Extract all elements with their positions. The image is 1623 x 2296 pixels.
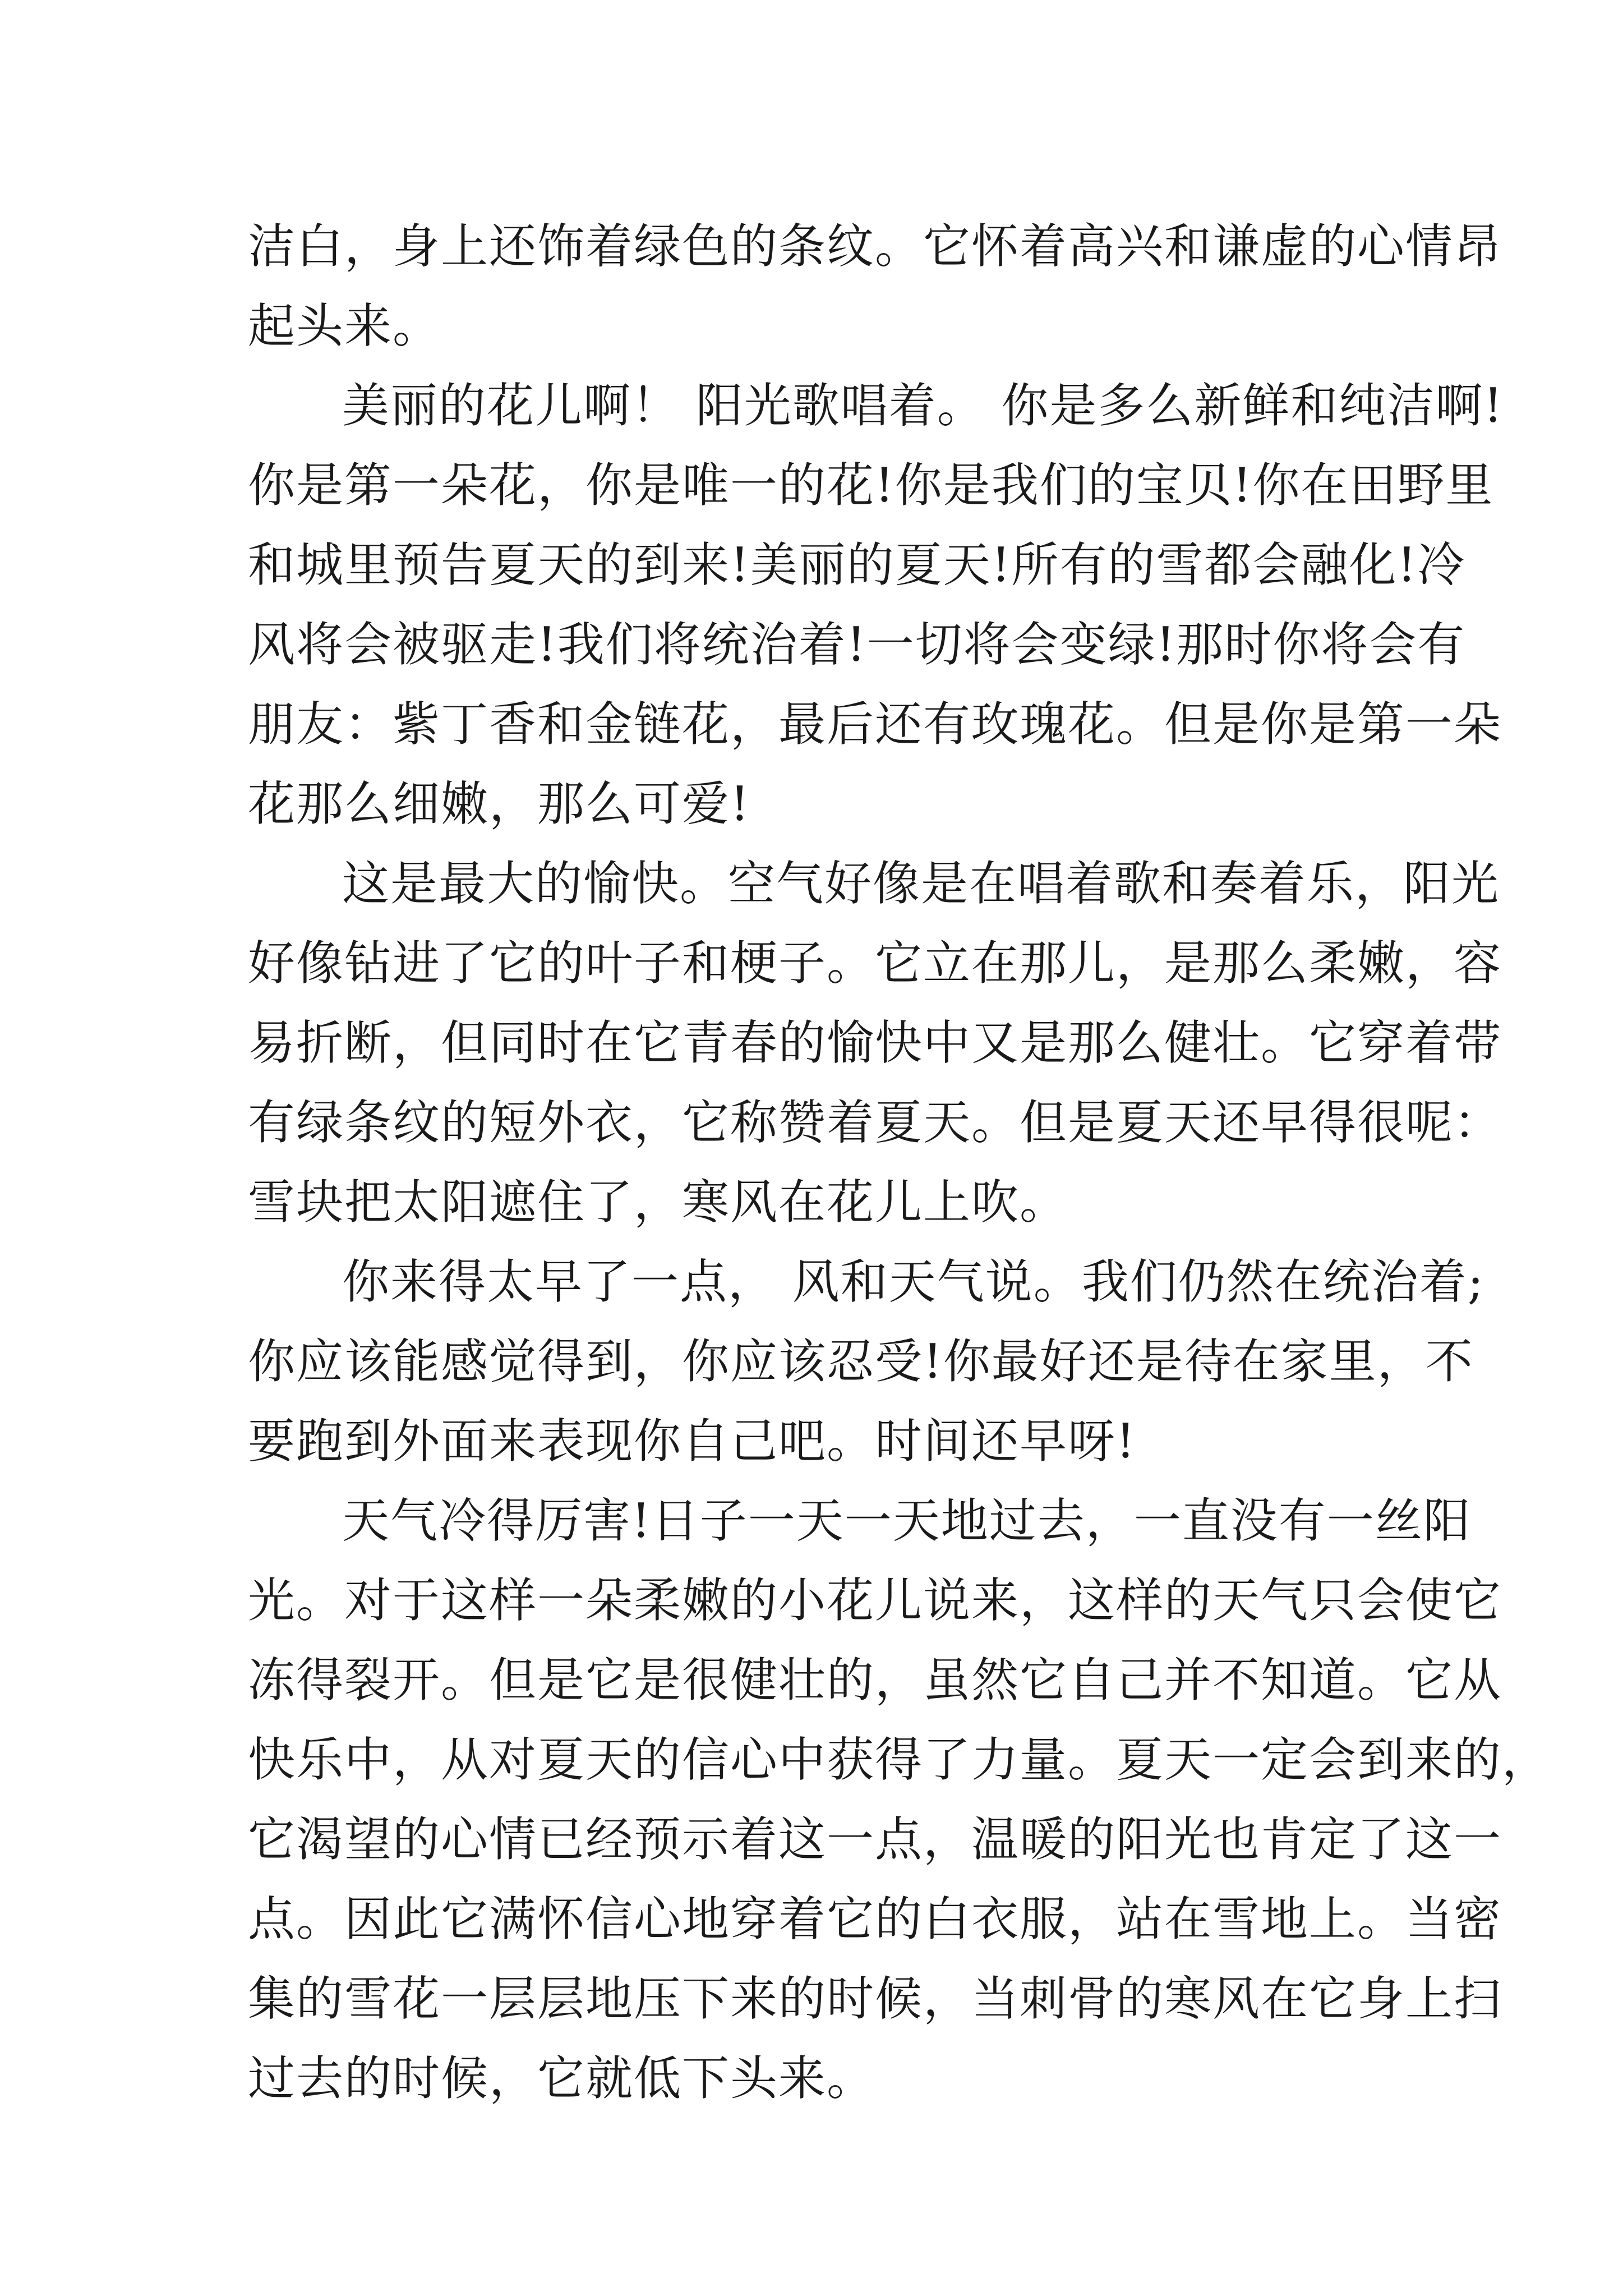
text-line: 有绿条纹的短外衣，它称赞着夏天。但是夏天还早得很呢：	[248, 1095, 1502, 1150]
text-line: 风将会被驱走!我们将统治着!一切将会变绿!那时你将会有	[248, 617, 1466, 672]
text-line: 天气冷得厉害!日子一天一天地过去，一直没有一丝阳	[342, 1493, 1472, 1548]
text-line: 光。对于这样一朵柔嫩的小花儿说来，这样的天气只会使它	[248, 1573, 1502, 1628]
text-line: 美丽的花儿啊！ 阳光歌唱着。 你是多么新鲜和纯洁啊!	[342, 378, 1504, 433]
text-line: 冻得裂开。但是它是很健壮的，虽然它自己并不知道。它从	[248, 1653, 1502, 1708]
text-line: 要跑到外面来表现你自己吧。时间还早呀!	[248, 1414, 1136, 1469]
text-line: 点。因此它满怀信心地穿着它的白衣服，站在雪地上。当密	[248, 1892, 1502, 1947]
text-line: 洁白，身上还饰着绿色的条纹。它怀着高兴和谦虚的心情昂	[248, 219, 1502, 274]
text-line: 雪块把太阳遮住了，寒风在花儿上吹。	[248, 1175, 1068, 1230]
text-line: 和城里预告夏天的到来!美丽的夏天!所有的雪都会融化!冷	[248, 537, 1466, 592]
text-line: 集的雪花一层层地压下来的时候，当刺骨的寒风在它身上扫	[248, 1971, 1502, 2026]
body-text	[248, 206, 1551, 2118]
text-line: 起头来。	[248, 298, 441, 353]
text-line: 花那么细嫩，那么可爱!	[248, 776, 750, 831]
text-line: 过去的时候，它就低下头来。	[248, 2051, 875, 2106]
text-line: 朋友：紫丁香和金链花，最后还有玫瑰花。但是你是第一朵	[248, 697, 1502, 752]
text-line: 你应该能感觉得到，你应该忍受!你最好还是待在家里，不	[248, 1334, 1474, 1389]
text-line: 你是第一朵花，你是唯一的花!你是我们的宝贝!你在田野里	[248, 458, 1494, 513]
text-line: 你来得太早了一点， 风和天气说。我们仍然在统治着;	[342, 1254, 1485, 1309]
text-line: 快乐中，从对夏天的信心中获得了力量。夏天一定会到来的，	[248, 1732, 1551, 1787]
text-line: 好像钻进了它的叶子和梗子。它立在那儿，是那么柔嫩，容	[248, 936, 1502, 991]
text-line: 易折断，但同时在它青春的愉快中又是那么健壮。它穿着带	[248, 1015, 1502, 1070]
text-line: 它渴望的心情已经预示着这一点，温暖的阳光也肯定了这一	[248, 1812, 1502, 1867]
text-line: 这是最大的愉快。空气好像是在唱着歌和奏着乐，阳光	[342, 856, 1500, 911]
